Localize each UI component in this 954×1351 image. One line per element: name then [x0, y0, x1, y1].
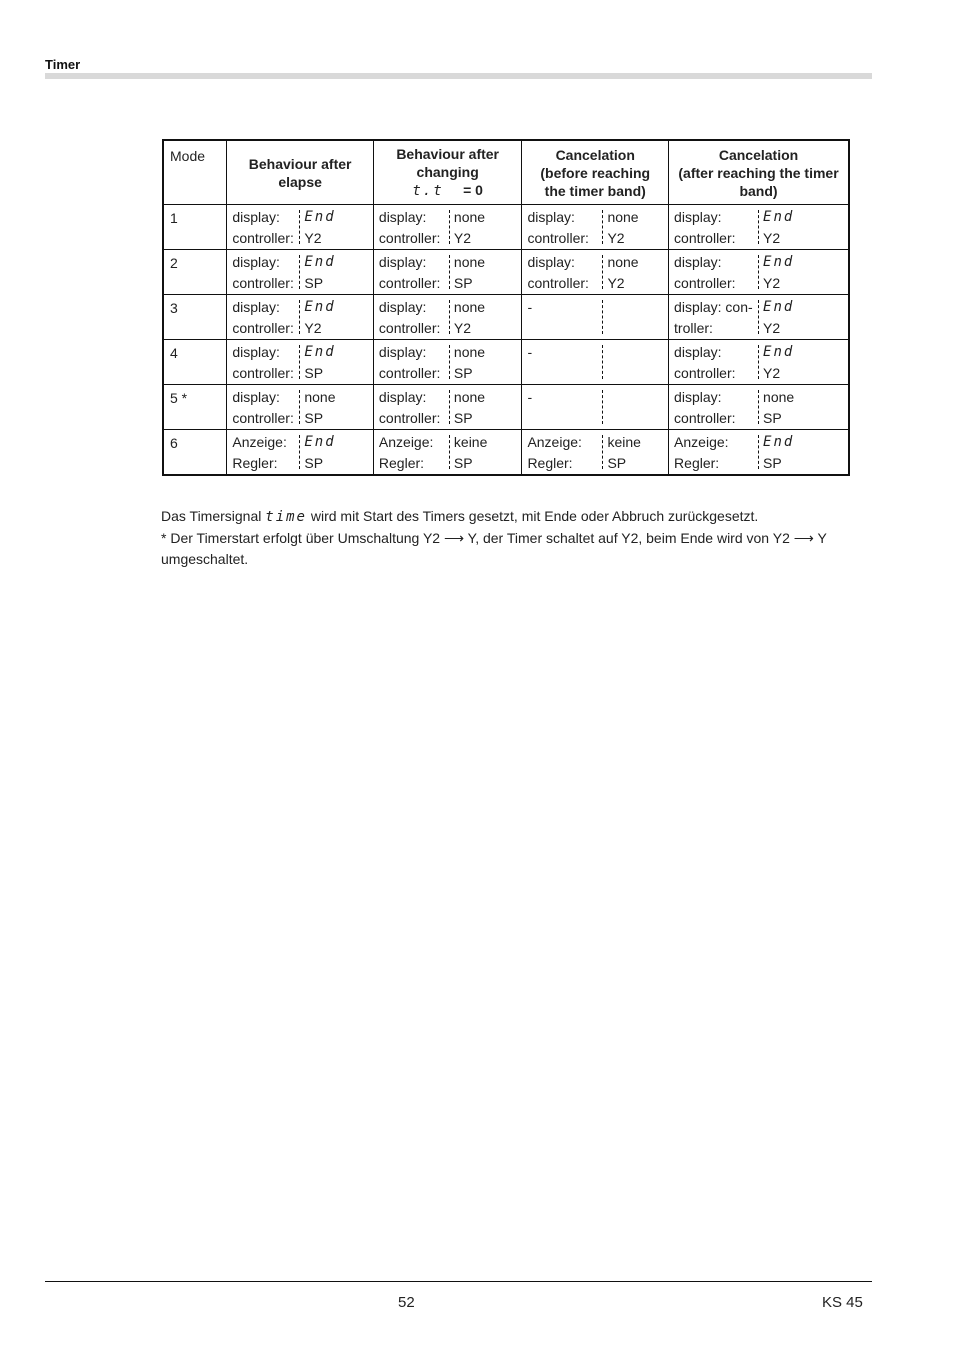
column-divider: [449, 435, 450, 469]
cell-label: controller:: [232, 365, 294, 381]
behaviour-cell: [227, 340, 374, 385]
cell-label: -: [527, 299, 533, 315]
cell-value: SP: [607, 455, 627, 471]
cell-label: display:: [232, 344, 280, 360]
cell-label: display:: [378, 209, 427, 225]
cell-value: End: [763, 299, 795, 315]
header-after-changing-l2: changing: [416, 164, 479, 180]
cell-value: Y2: [304, 320, 322, 336]
cell-content: [522, 385, 668, 429]
note-2: * Der Timerstart erfolgt über Umschaltung Y2 ⟶ Y, der Timer schaltet auf Y2, beim Ende wird von Y2 ⟶ Y umgeschaltet.: [161, 530, 827, 567]
cell-content: [227, 295, 373, 339]
cell-label: display:: [674, 344, 722, 360]
column-divider: [449, 390, 450, 424]
table-row: [163, 250, 849, 295]
mode-cell: [163, 250, 227, 295]
mode-cell: [163, 205, 227, 250]
column-divider: [602, 390, 603, 424]
column-divider: [299, 300, 300, 334]
behaviour-cell: [669, 430, 849, 476]
cell-label: controller:: [527, 275, 589, 291]
cell-value: SP: [453, 365, 473, 381]
mode-number: 4: [170, 345, 178, 361]
cell-label: Anzeige:: [378, 434, 434, 450]
cell-value: SP: [453, 410, 473, 426]
cell-label: display:: [378, 254, 427, 270]
mode-number: 3: [170, 300, 178, 316]
cell-value: Y2: [607, 275, 625, 291]
tt-eq: = 0: [463, 182, 483, 198]
cell-value: Y2: [304, 230, 322, 246]
cell-label: controller:: [527, 230, 589, 246]
column-divider: [299, 255, 300, 289]
cell-label: display: con-: [674, 299, 753, 315]
cell-label: Anzeige:: [527, 434, 582, 450]
cell-value: SP: [453, 275, 473, 291]
cell-value: none: [607, 254, 639, 270]
note-1-a: Das Timersignal: [161, 508, 262, 524]
behaviour-cell: [669, 340, 849, 385]
column-divider: [602, 300, 603, 334]
behaviour-cell: [669, 205, 849, 250]
cell-content: [669, 295, 848, 339]
column-divider: [602, 255, 603, 289]
column-divider: [299, 345, 300, 379]
column-divider: [758, 345, 759, 379]
behaviour-cell: [522, 385, 669, 430]
cell-value: none: [453, 344, 486, 360]
behaviour-cell: [227, 295, 374, 340]
header-cancel-before-l1: Cancelation: [555, 146, 635, 163]
cell-value: keine: [607, 434, 641, 450]
cell-content: [522, 430, 668, 474]
cell-value: SP: [304, 275, 324, 291]
behaviour-cell: [373, 250, 522, 295]
column-divider: [449, 300, 450, 334]
cell-value: Y2: [763, 230, 781, 246]
behaviour-cell: [522, 205, 669, 250]
behaviour-cell: [373, 205, 522, 250]
cell-content: [227, 340, 373, 384]
cell-label: controller:: [232, 410, 294, 426]
behaviour-cell: [373, 340, 522, 385]
cell-label: display:: [232, 209, 280, 225]
cell-value: End: [763, 344, 795, 360]
mode-number: 6: [170, 435, 178, 451]
header-cancel-after-l1: Cancelation: [718, 146, 799, 163]
column-divider: [602, 345, 603, 379]
column-divider: [299, 210, 300, 244]
mode-cell: [163, 385, 227, 430]
column-divider: [449, 345, 450, 379]
header-after-changing-l1: Behaviour after: [396, 146, 500, 162]
cell-label: display:: [674, 209, 722, 225]
tt-code: t.t: [412, 183, 444, 199]
cell-label: display:: [527, 209, 575, 225]
mode-cell: [163, 340, 227, 385]
cell-label: controller:: [378, 365, 441, 381]
cell-value: End: [304, 344, 336, 360]
table-row: [163, 430, 849, 476]
mode-cell: [163, 430, 227, 476]
behaviour-cell: [227, 430, 374, 476]
cell-content: [522, 295, 668, 339]
behaviour-cell: [227, 250, 374, 295]
cell-value: SP: [304, 410, 324, 426]
cell-content: [522, 340, 668, 384]
column-divider: [449, 255, 450, 289]
cell-label: controller:: [378, 320, 441, 336]
header-cancel-after-l3: band): [739, 182, 778, 199]
cell-value: End: [304, 254, 336, 270]
cell-content: [374, 295, 522, 339]
cell-label: -: [527, 389, 533, 405]
header-cancel-before-l3: the timer band): [544, 182, 646, 199]
cell-value: Y2: [763, 275, 781, 291]
cell-label: display:: [378, 389, 427, 405]
cell-value: none: [453, 209, 486, 225]
cell-content: [522, 205, 668, 249]
cell-label: controller:: [674, 230, 736, 246]
mode-cell: [163, 295, 227, 340]
behaviour-cell: [227, 205, 374, 250]
cell-value: none: [304, 389, 336, 405]
cell-content: [227, 385, 373, 429]
behaviour-cell: [669, 250, 849, 295]
cell-content: [669, 250, 848, 294]
header-bar: [45, 73, 872, 79]
cell-value: SP: [763, 455, 782, 471]
mode-number: 1: [170, 210, 178, 226]
cell-content: [522, 250, 668, 294]
cell-label: display:: [378, 344, 427, 360]
cell-label: Regler:: [232, 455, 278, 471]
cell-value: none: [453, 389, 486, 405]
cell-label: controller:: [232, 275, 294, 291]
column-divider: [758, 435, 759, 469]
column-divider: [758, 300, 759, 334]
note-1-b: wird mit Start des Timers gesetzt, mit Ende oder Abbruch zurückgesetzt.: [310, 508, 759, 524]
cell-label: display:: [232, 299, 280, 315]
behaviour-cell: [373, 385, 522, 430]
column-divider: [758, 255, 759, 289]
behaviour-cell: [669, 295, 849, 340]
cell-label: controller:: [232, 320, 294, 336]
cell-content: [374, 385, 522, 429]
cell-label: controller:: [378, 275, 441, 291]
cell-value: none: [607, 209, 639, 225]
cell-label: Anzeige:: [232, 434, 287, 450]
cell-content: [669, 205, 848, 249]
document-id: KS 45: [822, 1294, 863, 1311]
column-divider: [758, 210, 759, 244]
mode-table: [162, 139, 850, 476]
header-cancel-before: [522, 140, 669, 205]
header-after-elapse: Behaviour after elapse: [227, 140, 374, 205]
header-mode: Mode: [163, 140, 227, 205]
table-row: [163, 295, 849, 340]
mode-number: 2: [170, 255, 178, 271]
cell-content: [227, 430, 373, 474]
cell-label: display:: [232, 389, 280, 405]
cell-label: Regler:: [674, 455, 720, 471]
table-header-row: [163, 140, 849, 205]
cell-content: [669, 340, 848, 384]
header-cancel-before-l2: (before reaching: [540, 164, 651, 181]
behaviour-cell: [227, 385, 374, 430]
header-cancel-after-l2: (after reaching the timer: [678, 164, 839, 181]
table-row: [163, 205, 849, 250]
page-number: 52: [398, 1294, 415, 1311]
behaviour-cell: [373, 295, 522, 340]
cell-value: Y2: [453, 320, 472, 336]
cell-content: [374, 430, 522, 474]
footer-line: [45, 1281, 872, 1282]
cell-label: display:: [232, 254, 280, 270]
cell-value: End: [304, 209, 336, 225]
cell-label: Anzeige:: [674, 434, 729, 450]
section-title: Timer: [45, 57, 81, 72]
table-row: [163, 340, 849, 385]
cell-value: none: [763, 389, 795, 405]
cell-value: SP: [453, 455, 473, 471]
cell-label: controller:: [674, 410, 736, 426]
cell-value: Y2: [763, 365, 781, 381]
notes: [161, 506, 861, 570]
column-divider: [602, 435, 603, 469]
cell-value: Y2: [607, 230, 625, 246]
cell-label: Regler:: [378, 455, 425, 471]
cell-label: display:: [527, 254, 575, 270]
header-cancel-after: [669, 140, 849, 205]
column-divider: [449, 210, 450, 244]
cell-value: none: [453, 299, 486, 315]
cell-label: display:: [674, 254, 722, 270]
cell-value: SP: [304, 365, 324, 381]
behaviour-cell: [373, 430, 522, 476]
cell-content: [374, 250, 522, 294]
header-after-changing-l3: [376, 181, 520, 200]
header-after-changing: [373, 140, 522, 205]
cell-value: End: [763, 434, 795, 450]
cell-label: controller:: [232, 230, 294, 246]
cell-value: SP: [763, 410, 782, 426]
cell-label: troller:: [674, 320, 713, 336]
cell-label: display:: [674, 389, 722, 405]
cell-label: Regler:: [527, 455, 573, 471]
cell-value: End: [304, 299, 336, 315]
column-divider: [758, 390, 759, 424]
cell-value: End: [763, 209, 795, 225]
column-divider: [602, 210, 603, 244]
cell-label: -: [527, 344, 533, 360]
cell-value: End: [763, 254, 795, 270]
mode-number: 5 *: [170, 390, 188, 406]
column-divider: [299, 435, 300, 469]
cell-content: [669, 430, 848, 474]
cell-content: [374, 205, 522, 249]
behaviour-cell: [522, 340, 669, 385]
cell-label: display:: [378, 299, 427, 315]
cell-label: controller:: [378, 410, 441, 426]
cell-value: Y2: [453, 230, 472, 246]
table-row: [163, 385, 849, 430]
cell-content: [374, 340, 522, 384]
time-code: time: [265, 509, 307, 525]
cell-content: [227, 205, 373, 249]
cell-label: controller:: [378, 230, 441, 246]
cell-label: controller:: [674, 365, 736, 381]
cell-label: controller:: [674, 275, 736, 291]
cell-content: [227, 250, 373, 294]
behaviour-cell: [522, 430, 669, 476]
cell-value: Y2: [763, 320, 781, 336]
cell-content: [669, 385, 848, 429]
cell-value: SP: [304, 455, 324, 471]
cell-value: End: [304, 434, 336, 450]
note-1: [161, 506, 861, 528]
behaviour-cell: [669, 385, 849, 430]
behaviour-cell: [522, 250, 669, 295]
column-divider: [299, 390, 300, 424]
behaviour-cell: [522, 295, 669, 340]
cell-value: none: [453, 254, 486, 270]
cell-value: keine: [453, 434, 488, 450]
